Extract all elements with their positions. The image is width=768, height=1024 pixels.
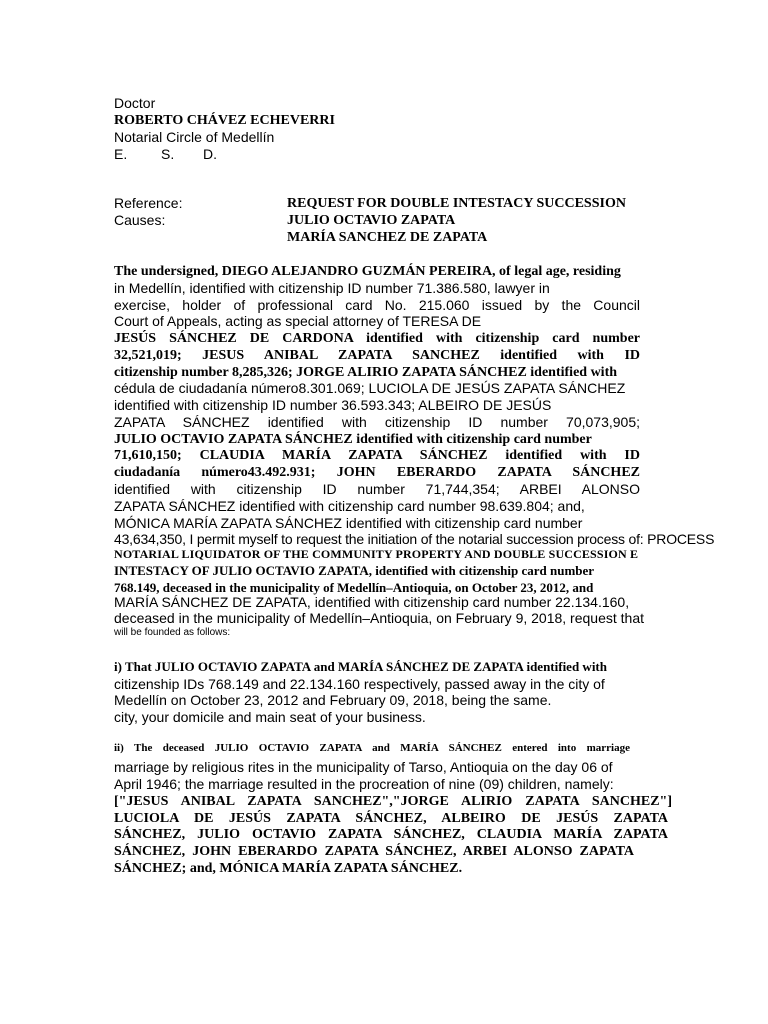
fact-two-line: SÁNCHEZ, JULIO OCTAVIO ZAPATA SÁNCHEZ, CLAUDIA MARÍA ZAPATA	[114, 827, 668, 842]
fact-one-line: citizenship IDs 768.149 and 22.134.160 respectively, passed away in the city of	[114, 676, 605, 692]
body-line: identified with citizenship ID number 36.593.343; ALBEIRO DE JESÚS	[114, 397, 552, 413]
body-line: The undersigned, DIEGO ALEJANDRO GUZMÁN PEREIRA, of legal age, residing	[114, 264, 621, 279]
body-line: JESÚS SÁNCHEZ DE CARDONA identified with citizenship card number	[114, 331, 640, 346]
body-line: Court of Appeals, acting as special attorney of TERESA DE	[114, 313, 482, 329]
cause-1: JULIO OCTAVIO ZAPATA	[287, 213, 456, 228]
esd-s: S.	[161, 146, 175, 162]
fact-two-line: ["JESUS ANIBAL ZAPATA SANCHEZ","JORGE ALIRIO ZAPATA SANCHEZ"]	[114, 794, 672, 809]
body-line: INTESTACY OF JULIO OCTAVIO ZAPATA, identified with citizenship card number	[114, 563, 595, 578]
body-line: 32,521,019; JESUS ANIBAL ZAPATA SANCHEZ identified with ID	[114, 348, 640, 363]
body-line: NOTARIAL LIQUIDATOR OF THE COMMUNITY PROPERTY AND DOUBLE SUCCESSION E	[114, 547, 639, 561]
body-line: citizenship number 8,285,326; JORGE ALIRIO ZAPATA SÁNCHEZ identified with	[114, 365, 618, 380]
fact-two-line: LUCIOLA DE JESÚS ZAPATA SÁNCHEZ, ALBEIRO DE JESÚS ZAPATA	[114, 811, 668, 826]
body-line: will be founded as follows:	[114, 627, 231, 638]
body-line: 71,610,150; CLAUDIA MARÍA ZAPATA SÁNCHEZ identified with ID	[114, 448, 640, 463]
body-line: ZAPATA SÁNCHEZ identified with citizenship ID number 70,073,905;	[114, 414, 640, 430]
fact-one-line: i) That JULIO OCTAVIO ZAPATA and MARÍA SÁNCHEZ DE ZAPATA identified with	[114, 659, 607, 674]
body-line: in Medellín, identified with citizenship ID number 71.386.580, lawyer in	[114, 280, 550, 296]
addressee-office: Notarial Circle of Medellín	[114, 129, 275, 145]
fact-two-line: ii) The deceased JULIO OCTAVIO ZAPATA and MARÍA SÁNCHEZ entered into marriage	[114, 742, 630, 754]
body-line: cédula de ciudadanía número8.301.069; LUCIOLA DE JESÚS ZAPATA SÁNCHEZ	[114, 380, 626, 396]
body-line: JULIO OCTAVIO ZAPATA SÁNCHEZ identified with citizenship card number	[114, 432, 592, 447]
body-line: exercise, holder of professional card No. 215.060 issued by the Council	[114, 297, 640, 313]
salutation: Doctor	[114, 95, 156, 111]
fact-two-line: SÁNCHEZ, JOHN EBERARDO ZAPATA SÁNCHEZ, ARBEI ALONSO ZAPATA	[114, 844, 634, 859]
fact-one-line: city, your domicile and main seat of your business.	[114, 709, 426, 725]
fact-one-line: Medellín on October 23, 2012 and February 09, 2018, being the same.	[114, 692, 552, 708]
fact-two-line: SÁNCHEZ; and, MÓNICA MARÍA ZAPATA SÁNCHEZ.	[114, 861, 463, 876]
body-line: deceased in the municipality of Medellín–Antioquia, on February 9, 2018, request that	[114, 610, 644, 626]
reference-label: Reference:	[114, 195, 183, 211]
body-line: ZAPATA SÁNCHEZ identified with citizenship card number 98.639.804; and,	[114, 498, 585, 514]
fact-two-line: April 1946; the marriage resulted in the procreation of nine (09) children, namely:	[114, 776, 614, 792]
body-line: 43,634,350, I permit myself to request the initiation of the notarial succession process of: PROCESS	[114, 531, 715, 547]
esd-e: E.	[114, 146, 128, 162]
esd-d: D.	[203, 146, 217, 162]
reference-value: REQUEST FOR DOUBLE INTESTACY SUCCESSION	[287, 196, 626, 211]
addressee-name: ROBERTO CHÁVEZ ECHEVERRI	[114, 113, 335, 128]
body-line: MÓNICA MARÍA ZAPATA SÁNCHEZ identified with citizenship card number	[114, 515, 583, 531]
body-line: MARÍA SÁNCHEZ DE ZAPATA, identified with citizenship card number 22.134.160,	[114, 594, 630, 610]
cause-2: MARÍA SANCHEZ DE ZAPATA	[287, 230, 488, 245]
esd-line	[114, 146, 217, 163]
causes-label: Causes:	[114, 212, 166, 228]
fact-two-line: marriage by religious rites in the municipality of Tarso, Antioquia on the day 06 of	[114, 759, 613, 775]
body-line: ciudadanía número43.492.931; JOHN EBERARDO ZAPATA SÁNCHEZ	[114, 465, 640, 480]
body-line: identified with citizenship ID number 71,744,354; ARBEI ALONSO	[114, 481, 640, 497]
body-line: 768.149, deceased in the municipality of Medellín–Antioquia, on October 23, 2012, and	[114, 580, 594, 595]
